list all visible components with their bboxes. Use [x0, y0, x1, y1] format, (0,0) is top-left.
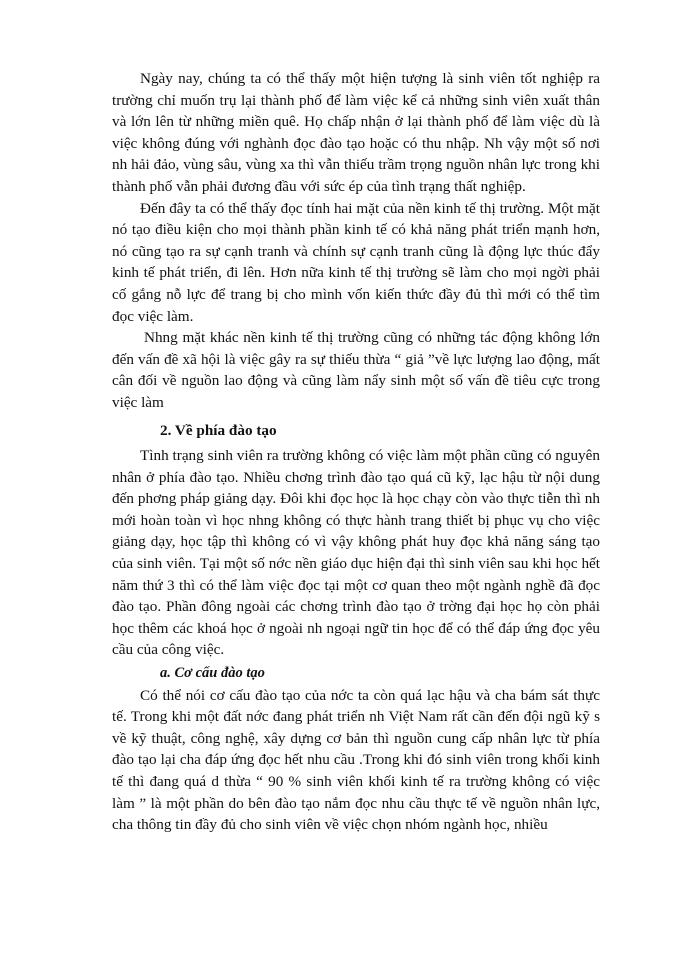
- paragraph-1: Ngày nay, chúng ta có thể thấy một hiện tượng là sinh viên tốt nghiệp ra trường chỉ muốn trụ lại thành phố để làm việc kể cả những sinh viên xuất thân và lớn lên từ những miền quê. Họ chấp nhận ở lại thành phố để làm việc dù là việc không đúng với nghành đọc đào tạo hoặc có thu nhập. Nh vậy một số nơi nh hải đảo, vùng sâu, vùng xa thì vẫn thiếu trầm trọng nguồn nhân lực trong khi thành phố vẫn phải đương đầu với sức ép của tình trạng thất nghiệp.: [112, 70, 600, 195]
- section-heading: 2. Về phía đào tạo: [160, 421, 277, 439]
- paragraph-5: Có thể nói cơ cấu đào tạo của nớc ta còn quá lạc hậu và cha bám sát thực tế. Trong khi một đất nớc đang phát triển nh Việt Nam rất cần đến đội ngũ kỹ s về kỹ thuật, công nghệ, xây dựng cơ bản thì nguồn cung cấp nhân lực từ phía đào tạo lại cha đáp ứng đọc hết nhu cầu .Trong khi đó sinh viên trong khối kinh tế thì đang quá d thừa “ 90 % sinh viên khối kinh tế ra trường không có việc làm ” là một phần do bên đào tạo nắm đọc nhu cầu thực tế về nguồn nhân lực, cha thông tin đầy đủ cho sinh viên về việc chọn nhóm ngành học, nhiều: [112, 686, 600, 834]
- paragraph-2: Đến đây ta có thể thấy đọc tính hai mặt của nền kinh tế thị trường. Một mặt nó tạo điều kiện cho mọi thành phần kinh tế có khả năng phát triển mạnh hơn, nó cũng tạo ra sự cạnh tranh và chính sự cạnh tranh cũng là động lực thúc đẩy kinh tế phát triển, đi lên. Hơn nữa kinh tế thị trường sẽ làm cho mọi ngời phải cố gắng nỗ lực để trang bị cho mình vốn kiến thức đầy đủ thì mới có thể tìm đọc việc làm.: [112, 199, 600, 325]
- subsection-heading: a. Cơ cấu đào tạo: [160, 665, 265, 682]
- document-page: [112, 68, 600, 836]
- paragraph-4: Tình trạng sinh viên ra trường không có việc làm một phần cũng có nguyên nhân ở phía đào tạo. Nhiều chơng trình đào tạo quá cũ kỹ, lạc hậu từ nội dung đến phơng pháp giảng dạy. Đôi khi đọc học là học chạy còn vào thực tiễn thì nh mới hoàn toàn vì học nhng không có thực hành trang thiết bị phục vụ cho việc giảng dạy, học tập thì không có vì vậy không phát huy đọc khả năng sáng tạo của sinh viên. Tại một số nớc nền giáo dục hiện đại thì sinh viên sau khi học hết năm thứ 3 thì có thể làm việc đọc tại một cơ quan theo một ngành nghề đã đọc đào tạo. Phần đông ngoài các chơng trình đào tạo ở trờng đại học họ còn phải học thêm các khoá học ở ngoài nh ngoại ngữ tin học để có thể đáp ứng đọc yêu cầu của công việc.: [112, 447, 600, 659]
- paragraph-3: Nhng mặt khác nền kinh tế thị trường cũng có những tác động không lớn đến vấn đề xã hội là việc gây ra sự thiếu thừa “ giả ”về lực lượng lao động, mất cân đối về nguồn lao động và cũng làm nẩy sinh một số vấn đề tiêu cực trong việc làm: [112, 329, 600, 411]
